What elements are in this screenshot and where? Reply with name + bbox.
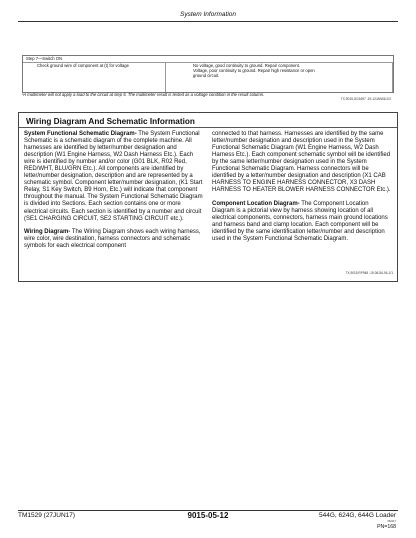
result-line: Voltage, poor continuity to ground. Repair high resistance or open [193, 68, 315, 74]
diagnostic-table [22, 55, 394, 93]
result-line: ground circuit. [193, 73, 220, 79]
reference-code: TX,9015,GG1697 -19-12JAN06-2/2 [340, 97, 391, 101]
paragraph-heading: System Functional Schematic Diagram- [24, 131, 137, 137]
paragraph-body: connected to that harness. Harnesses are identified by the same letter/number designation and description used in the System Functional Schematic Diagram (W1 Engine Harness, W2 Dash Harness Etc.). Each component schematic symbol will be identified by the same letter/number designation used in the System Functional Schematic Diagram. Harness connectors will be identified by a letter/number designation and description (X1 CAB HARNESS TO ENGINE HARNESS CONNECTOR, X3 DASH HARNESS TO HEATER BLOWER HARNESS CONNECTOR Etc.). [212, 131, 391, 194]
table-step-row [23, 56, 393, 63]
paragraph-body: The System Functional Schematic is a schematic diagram of the complete machine. All harnesses are identified by letter/number designation and description (W1 Engine Harness, W2 Dash Harness Etc.). Each wire is identified by number and/or color (G01 BLK, R02 Red, RED/WHT, BLU/GRN Etc.). All components are identified by letter/number designation, description and are represented by a schematic symbol. Component letter/number designation, (K1 Start Relay, S1 Key Switch, B9 Horn, Etc.) will indicate that component throughout the manual. The System Functional Schematic Diagram is divided into Sections. Each section contains one or more electrical circuits. Each section is identified by a number and circuit (SE1 CHARGING CIRCUIT, SE2 STARTING CIRCUIT etc.). [24, 131, 203, 222]
page-header-title: System Information [180, 11, 236, 18]
paragraph-heading: Wiring Diagram- [24, 229, 71, 236]
paragraph-wiring-diagram-continued [212, 131, 392, 194]
footer-models-sub: 062117 [387, 520, 396, 523]
paragraph-system-functional-schematic [24, 131, 205, 223]
table-footnote: ᵃA multimeter will not apply a load to the circuit at step 5. The multimeter result is tested as a voltage condition in the result column. [22, 92, 265, 97]
paragraph-body: The Component Location Diagram is a pictorial view by harness showing location of all electrical components, connectors, harness main ground locations and harness band and clamp location. Each component will be identified by the same identification letter/number and description used in the System Functional Schematic Diagram. [212, 200, 388, 243]
table-check-cell [23, 63, 166, 92]
table-result-cell [166, 63, 393, 92]
paragraph-heading: Component Location Diagram- [212, 200, 300, 207]
footer-doc-id: TM1529 (27JUN17) [18, 512, 76, 519]
paragraph-wiring-diagram [24, 229, 205, 250]
text-column-left [24, 131, 205, 257]
section-title: Wiring Diagram And Schematic Information [26, 117, 195, 126]
result-line: No voltage, good continuity to ground. Repair component. [193, 63, 301, 68]
step-label: Step 7—Switch ON [26, 56, 63, 61]
text-column-right [212, 131, 392, 250]
paragraph-component-location [212, 201, 392, 243]
reference-code: TX,9015,RP948 -19-06JUL94-1/1 [345, 271, 393, 275]
footer-models: 544G, 624G, 644G Loader [319, 512, 396, 519]
check-text: Check ground wire of component at (t) for voltage [37, 63, 129, 68]
paragraph-body: The Wiring Diagram shows each wiring harness, wire color, wire destination, harness connectors and schematic symbols for each electrical component [24, 229, 201, 250]
section-title-divider [19, 127, 397, 128]
footer-section-code: 9015-05-12 [187, 511, 229, 520]
page-number: PN=168 [377, 524, 396, 530]
header-divider [18, 21, 398, 22]
wiring-info-section [18, 112, 398, 282]
